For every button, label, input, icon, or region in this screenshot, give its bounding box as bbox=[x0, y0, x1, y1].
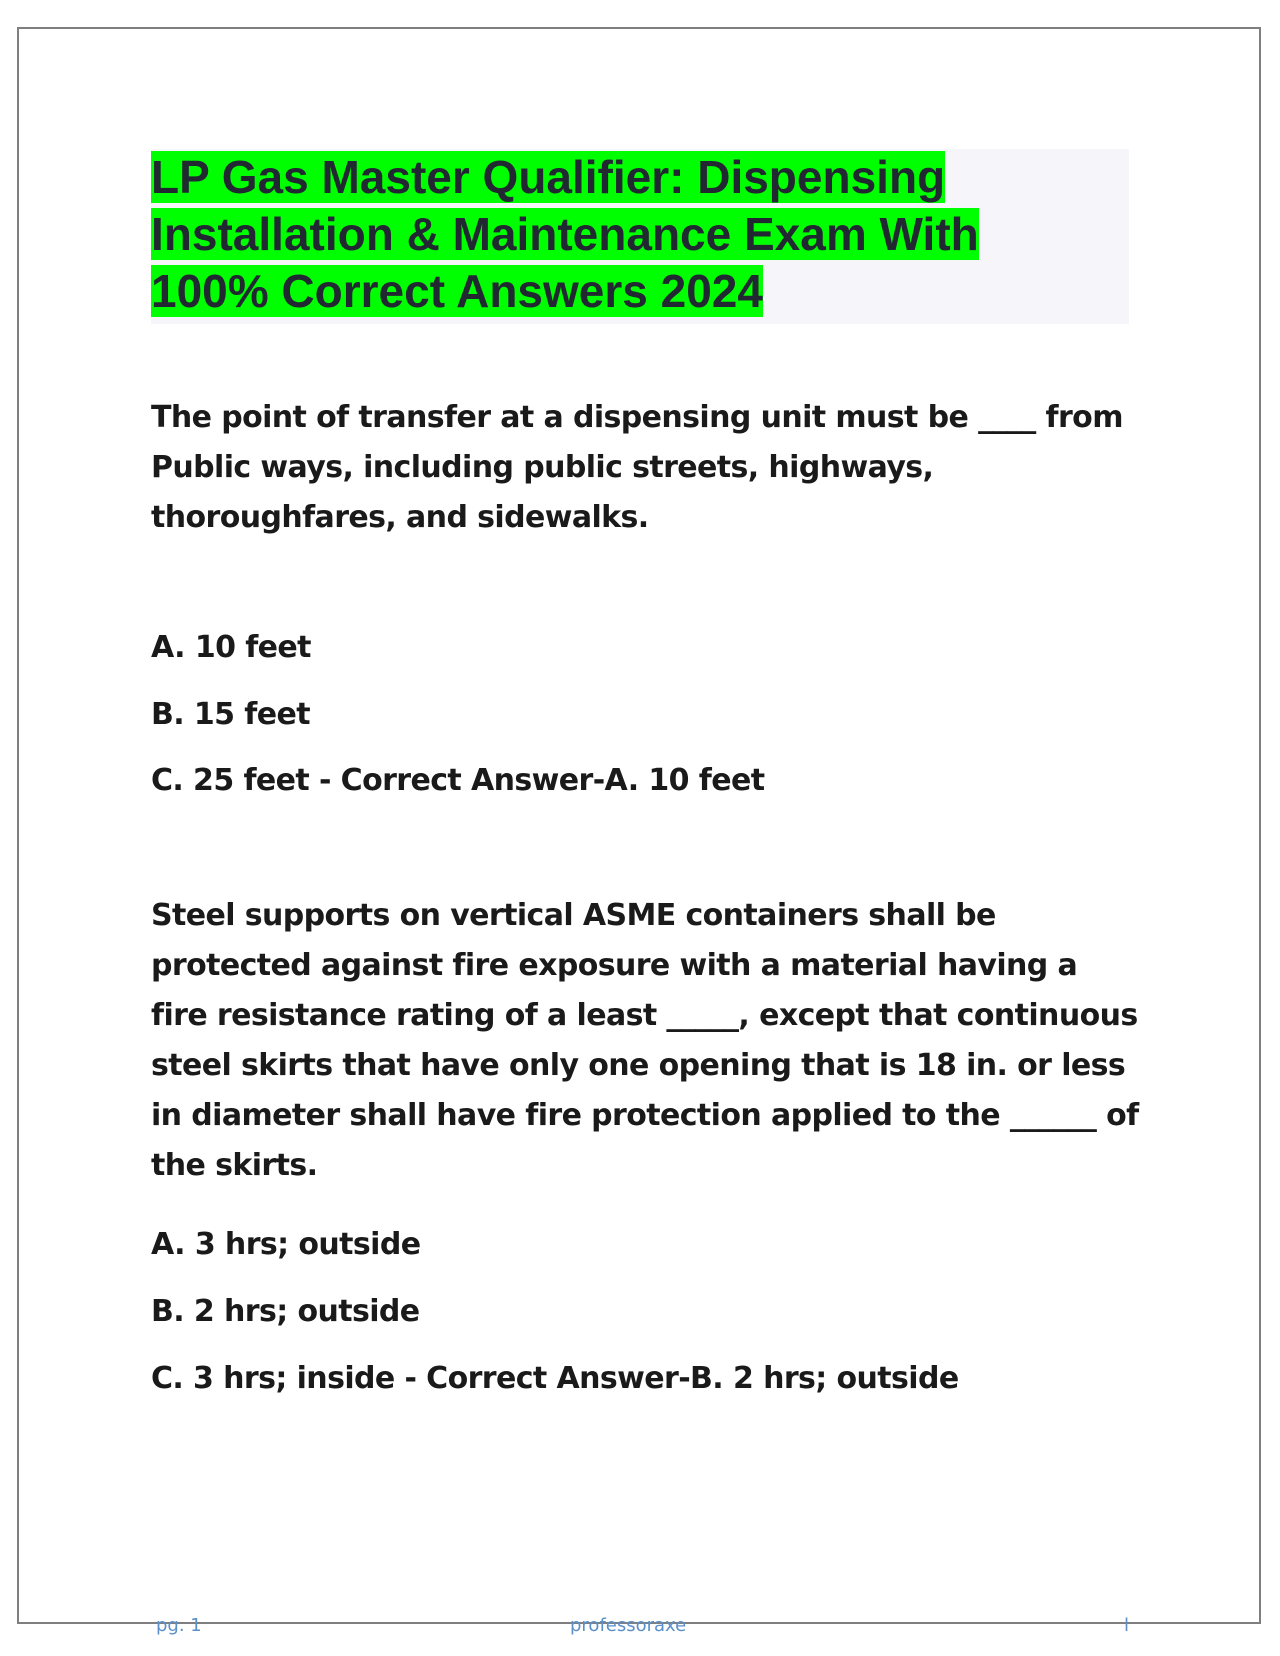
question-1-option-a bbox=[151, 630, 1141, 666]
option-c: C. 3 hrs; inside - Correct Answer-B. 2 hrs; outside bbox=[151, 1361, 959, 1396]
question-2-option-a bbox=[151, 1227, 1141, 1263]
question-1-option-c bbox=[151, 763, 1141, 799]
footer-author: professoraxe bbox=[570, 1615, 687, 1636]
question-text: Steel supports on vertical ASME containers shall be protected against fire exposure with a material having a fire resistance rating of a least _____, except that continuous steel skirts that have only one opening that is 18 in. or less in diameter shall have fire protection applied to the ______ of the skirts. bbox=[151, 898, 1139, 1183]
question-2-option-b bbox=[151, 1294, 1141, 1330]
option-b: B. 15 feet bbox=[151, 697, 310, 732]
footer-page-label: pg. 1 bbox=[156, 1615, 202, 1636]
footer-right-mark: l bbox=[1124, 1615, 1130, 1636]
option-a: A. 10 feet bbox=[151, 630, 311, 665]
title-highlight: LP Gas Master Qualifier: Dispensing Installation & Maintenance Exam With 100% Correct Answers 2024 bbox=[151, 151, 979, 317]
title-block bbox=[151, 149, 1129, 324]
question-text: The point of transfer at a dispensing unit must be ____ from Public ways, including public streets, highways, thoroughfares, and sidewalks. bbox=[151, 400, 1123, 535]
option-a: A. 3 hrs; outside bbox=[151, 1227, 421, 1262]
question-1-option-b bbox=[151, 697, 1141, 733]
document-title bbox=[151, 149, 1091, 320]
option-b: B. 2 hrs; outside bbox=[151, 1294, 420, 1329]
question-2 bbox=[151, 891, 1141, 1191]
question-2-option-c bbox=[151, 1361, 1141, 1397]
option-c: C. 25 feet - Correct Answer-A. 10 feet bbox=[151, 763, 765, 798]
question-1 bbox=[151, 393, 1141, 543]
